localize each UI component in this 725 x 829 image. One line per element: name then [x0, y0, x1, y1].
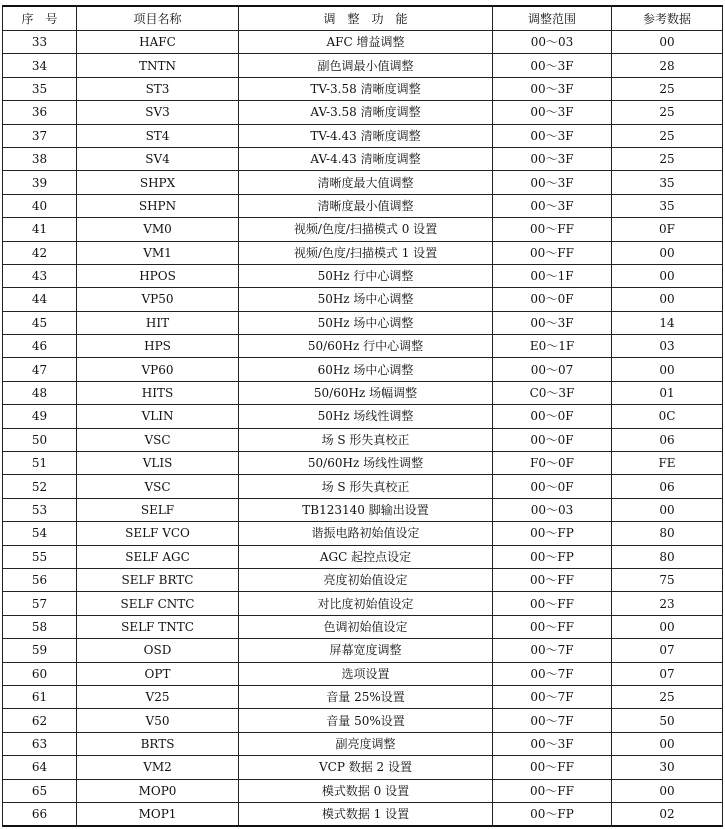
- cell-range: 00～FF: [493, 568, 612, 591]
- cell-no: 47: [3, 358, 77, 381]
- cell-no: 33: [3, 31, 77, 54]
- cell-item-name: HPOS: [77, 264, 239, 287]
- table-body: [3, 31, 723, 827]
- cell-no: 56: [3, 568, 77, 591]
- cell-range: 00～03: [493, 31, 612, 54]
- cell-no: 50: [3, 428, 77, 451]
- cell-function: 视频/色度/扫描模式 1 设置: [239, 241, 493, 264]
- cell-range: 00～FF: [493, 241, 612, 264]
- cell-function: 选项设置: [239, 662, 493, 685]
- cell-range: 00～FF: [493, 592, 612, 615]
- cell-item-name: MOP0: [77, 779, 239, 802]
- table-row: [3, 452, 723, 475]
- cell-no: 38: [3, 147, 77, 170]
- table-row: [3, 194, 723, 217]
- table-row: [3, 615, 723, 638]
- cell-function: 清晰度最小值调整: [239, 194, 493, 217]
- cell-no: 36: [3, 101, 77, 124]
- cell-function: 50Hz 场线性调整: [239, 405, 493, 428]
- cell-ref-value: 00: [612, 358, 723, 381]
- cell-function: 清晰度最大值调整: [239, 171, 493, 194]
- cell-ref-value: FE: [612, 452, 723, 475]
- cell-function: 模式数据 0 设置: [239, 779, 493, 802]
- table-row: [3, 709, 723, 732]
- cell-range: 00～3F: [493, 101, 612, 124]
- cell-item-name: SHPN: [77, 194, 239, 217]
- cell-range: 00～FP: [493, 522, 612, 545]
- table-row: [3, 54, 723, 77]
- cell-ref-value: 06: [612, 428, 723, 451]
- cell-item-name: ST3: [77, 77, 239, 100]
- table-row: [3, 428, 723, 451]
- cell-item-name: TNTN: [77, 54, 239, 77]
- cell-range: 00～1F: [493, 264, 612, 287]
- table-row: [3, 171, 723, 194]
- header-range: 调整范围: [493, 6, 612, 31]
- cell-ref-value: 00: [612, 732, 723, 755]
- cell-item-name: BRTS: [77, 732, 239, 755]
- cell-range: 00～FP: [493, 802, 612, 826]
- table-row: [3, 311, 723, 334]
- cell-range: 00～03: [493, 498, 612, 521]
- cell-ref-value: 00: [612, 288, 723, 311]
- cell-range: 00～FF: [493, 218, 612, 241]
- cell-function: TV-4.43 清晰度调整: [239, 124, 493, 147]
- cell-function: 副亮度调整: [239, 732, 493, 755]
- cell-range: C0～3F: [493, 381, 612, 404]
- cell-function: VCP 数据 2 设置: [239, 756, 493, 779]
- cell-item-name: SV4: [77, 147, 239, 170]
- cell-item-name: VLIS: [77, 452, 239, 475]
- cell-ref-value: 00: [612, 615, 723, 638]
- cell-item-name: SELF VCO: [77, 522, 239, 545]
- cell-ref-value: 75: [612, 568, 723, 591]
- cell-function: AGC 起控点设定: [239, 545, 493, 568]
- table-row: [3, 568, 723, 591]
- cell-no: 42: [3, 241, 77, 264]
- table-row: [3, 802, 723, 826]
- cell-no: 49: [3, 405, 77, 428]
- cell-no: 63: [3, 732, 77, 755]
- cell-no: 43: [3, 264, 77, 287]
- table-row: [3, 241, 723, 264]
- cell-item-name: VP60: [77, 358, 239, 381]
- table-row: [3, 685, 723, 708]
- cell-no: 34: [3, 54, 77, 77]
- cell-ref-value: 25: [612, 77, 723, 100]
- cell-no: 41: [3, 218, 77, 241]
- cell-item-name: HIT: [77, 311, 239, 334]
- cell-function: 音量 25%设置: [239, 685, 493, 708]
- table-row: [3, 288, 723, 311]
- cell-ref-value: 25: [612, 147, 723, 170]
- parameter-table: [2, 5, 723, 827]
- cell-item-name: VM2: [77, 756, 239, 779]
- cell-ref-value: 35: [612, 171, 723, 194]
- cell-item-name: MOP1: [77, 802, 239, 826]
- cell-ref-value: 06: [612, 475, 723, 498]
- cell-item-name: ST4: [77, 124, 239, 147]
- cell-no: 58: [3, 615, 77, 638]
- cell-item-name: SHPX: [77, 171, 239, 194]
- cell-function: 50/60Hz 场幅调整: [239, 381, 493, 404]
- cell-range: 00～FF: [493, 756, 612, 779]
- cell-function: 对比度初始值设定: [239, 592, 493, 615]
- header-no: 序 号: [3, 6, 77, 31]
- cell-no: 62: [3, 709, 77, 732]
- cell-function: AV-4.43 清晰度调整: [239, 147, 493, 170]
- cell-ref-value: 03: [612, 335, 723, 358]
- cell-item-name: HPS: [77, 335, 239, 358]
- cell-range: 00～7F: [493, 639, 612, 662]
- table-row: [3, 218, 723, 241]
- table-row: [3, 756, 723, 779]
- cell-no: 59: [3, 639, 77, 662]
- cell-range: E0～1F: [493, 335, 612, 358]
- header-name: 项目名称: [77, 6, 239, 31]
- cell-range: 00～7F: [493, 709, 612, 732]
- cell-range: 00～7F: [493, 662, 612, 685]
- cell-ref-value: 07: [612, 662, 723, 685]
- cell-ref-value: 00: [612, 241, 723, 264]
- cell-ref-value: 28: [612, 54, 723, 77]
- cell-item-name: SELF BRTC: [77, 568, 239, 591]
- table-row: [3, 147, 723, 170]
- cell-ref-value: 35: [612, 194, 723, 217]
- cell-item-name: V50: [77, 709, 239, 732]
- cell-ref-value: 25: [612, 685, 723, 708]
- cell-no: 66: [3, 802, 77, 826]
- cell-item-name: OSD: [77, 639, 239, 662]
- cell-item-name: VLIN: [77, 405, 239, 428]
- cell-item-name: VM0: [77, 218, 239, 241]
- cell-ref-value: 00: [612, 264, 723, 287]
- cell-function: TV-3.58 清晰度调整: [239, 77, 493, 100]
- cell-item-name: HITS: [77, 381, 239, 404]
- cell-range: 00～0F: [493, 288, 612, 311]
- cell-ref-value: 80: [612, 522, 723, 545]
- cell-function: 场 S 形失真校正: [239, 428, 493, 451]
- cell-no: 46: [3, 335, 77, 358]
- table-row: [3, 475, 723, 498]
- cell-range: 00～0F: [493, 405, 612, 428]
- cell-function: AFC 增益调整: [239, 31, 493, 54]
- cell-ref-value: 00: [612, 498, 723, 521]
- table-row: [3, 639, 723, 662]
- cell-item-name: VSC: [77, 475, 239, 498]
- cell-no: 45: [3, 311, 77, 334]
- cell-no: 65: [3, 779, 77, 802]
- cell-ref-value: 00: [612, 779, 723, 802]
- cell-item-name: VP50: [77, 288, 239, 311]
- cell-ref-value: 25: [612, 101, 723, 124]
- cell-range: 00～0F: [493, 428, 612, 451]
- cell-range: 00～07: [493, 358, 612, 381]
- cell-range: 00～3F: [493, 77, 612, 100]
- cell-no: 55: [3, 545, 77, 568]
- cell-ref-value: 02: [612, 802, 723, 826]
- cell-function: 副色调最小值调整: [239, 54, 493, 77]
- cell-ref-value: 30: [612, 756, 723, 779]
- cell-range: 00～3F: [493, 147, 612, 170]
- cell-no: 54: [3, 522, 77, 545]
- cell-no: 53: [3, 498, 77, 521]
- cell-no: 37: [3, 124, 77, 147]
- cell-range: 00～0F: [493, 475, 612, 498]
- cell-ref-value: 23: [612, 592, 723, 615]
- header-ref: 参考数据: [612, 6, 723, 31]
- cell-no: 60: [3, 662, 77, 685]
- cell-item-name: V25: [77, 685, 239, 708]
- cell-range: 00～FF: [493, 779, 612, 802]
- table-row: [3, 77, 723, 100]
- table-row: [3, 264, 723, 287]
- cell-ref-value: 50: [612, 709, 723, 732]
- cell-function: 亮度初始值设定: [239, 568, 493, 591]
- table-header: [3, 6, 723, 31]
- cell-function: 视频/色度/扫描模式 0 设置: [239, 218, 493, 241]
- cell-ref-value: 80: [612, 545, 723, 568]
- cell-function: 音量 50%设置: [239, 709, 493, 732]
- table-row: [3, 381, 723, 404]
- cell-function: 模式数据 1 设置: [239, 802, 493, 826]
- table-row: [3, 662, 723, 685]
- cell-range: 00～3F: [493, 124, 612, 147]
- table-row: [3, 405, 723, 428]
- cell-range: 00～3F: [493, 171, 612, 194]
- cell-item-name: VSC: [77, 428, 239, 451]
- table-row: [3, 101, 723, 124]
- table-row: [3, 358, 723, 381]
- cell-range: F0～0F: [493, 452, 612, 475]
- cell-function: 50Hz 场中心调整: [239, 288, 493, 311]
- cell-item-name: VM1: [77, 241, 239, 264]
- cell-function: 50/60Hz 行中心调整: [239, 335, 493, 358]
- table-row: [3, 732, 723, 755]
- cell-no: 57: [3, 592, 77, 615]
- table-row: [3, 335, 723, 358]
- cell-item-name: SV3: [77, 101, 239, 124]
- cell-ref-value: 01: [612, 381, 723, 404]
- cell-no: 61: [3, 685, 77, 708]
- cell-function: 场 S 形失真校正: [239, 475, 493, 498]
- cell-function: 色调初始值设定: [239, 615, 493, 638]
- cell-no: 51: [3, 452, 77, 475]
- cell-range: 00～7F: [493, 685, 612, 708]
- cell-item-name: SELF: [77, 498, 239, 521]
- cell-range: 00～FF: [493, 615, 612, 638]
- cell-function: 50/60Hz 场线性调整: [239, 452, 493, 475]
- cell-function: 60Hz 场中心调整: [239, 358, 493, 381]
- cell-ref-value: 25: [612, 124, 723, 147]
- cell-range: 00～FP: [493, 545, 612, 568]
- cell-no: 44: [3, 288, 77, 311]
- cell-no: 52: [3, 475, 77, 498]
- cell-ref-value: 0C: [612, 405, 723, 428]
- cell-function: 50Hz 行中心调整: [239, 264, 493, 287]
- cell-function: 屏幕宽度调整: [239, 639, 493, 662]
- table-row: [3, 498, 723, 521]
- cell-function: 50Hz 场中心调整: [239, 311, 493, 334]
- cell-no: 48: [3, 381, 77, 404]
- cell-no: 64: [3, 756, 77, 779]
- cell-no: 39: [3, 171, 77, 194]
- header-function: 调 整 功 能: [239, 6, 493, 31]
- cell-range: 00～3F: [493, 194, 612, 217]
- cell-ref-value: 0F: [612, 218, 723, 241]
- cell-no: 40: [3, 194, 77, 217]
- cell-item-name: SELF AGC: [77, 545, 239, 568]
- cell-function: TB123140 脚输出设置: [239, 498, 493, 521]
- cell-range: 00～3F: [493, 54, 612, 77]
- table-row: [3, 779, 723, 802]
- cell-item-name: SELF CNTC: [77, 592, 239, 615]
- cell-ref-value: 00: [612, 31, 723, 54]
- cell-function: 谐振电路初始值设定: [239, 522, 493, 545]
- table-row: [3, 124, 723, 147]
- cell-ref-value: 07: [612, 639, 723, 662]
- cell-ref-value: 14: [612, 311, 723, 334]
- table-row: [3, 522, 723, 545]
- cell-no: 35: [3, 77, 77, 100]
- cell-range: 00～3F: [493, 311, 612, 334]
- cell-range: 00～3F: [493, 732, 612, 755]
- table-row: [3, 545, 723, 568]
- table-row: [3, 592, 723, 615]
- cell-item-name: HAFC: [77, 31, 239, 54]
- cell-item-name: SELF TNTC: [77, 615, 239, 638]
- header-row: [3, 6, 723, 31]
- cell-function: AV-3.58 清晰度调整: [239, 101, 493, 124]
- cell-item-name: OPT: [77, 662, 239, 685]
- table-row: [3, 31, 723, 54]
